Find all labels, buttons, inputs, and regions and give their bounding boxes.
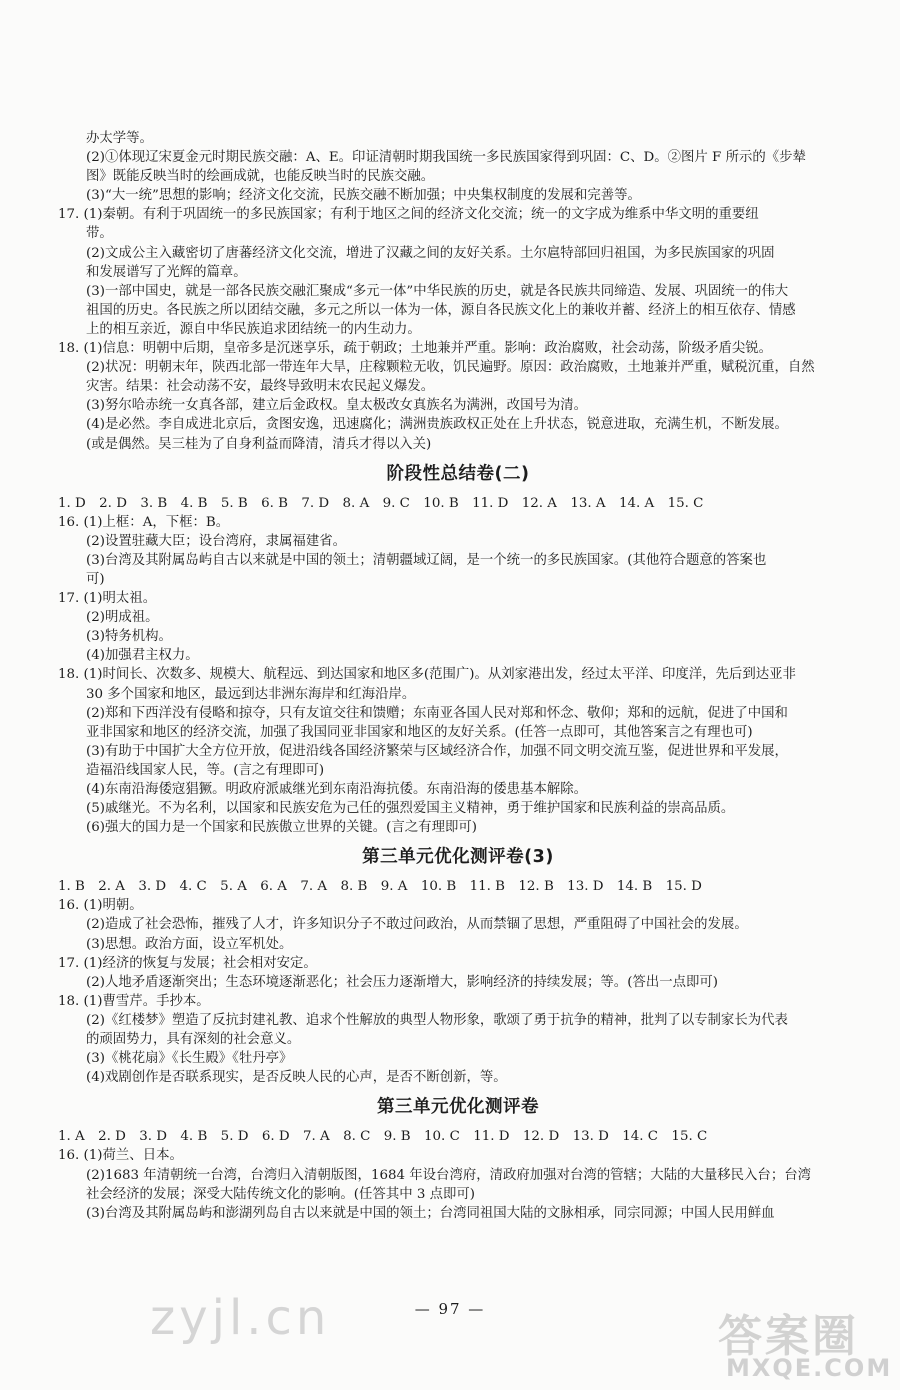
answer-line: 办太学等。: [86, 131, 153, 146]
section-title: 第三单元优化测评卷(3): [362, 847, 554, 868]
answer-line: 16. (1)荷兰、日本。: [58, 1148, 183, 1164]
answer-line: (6)强大的国力是一个国家和民族傲立世界的关键。(言之有理即可): [86, 820, 477, 836]
answer-line: 的顽固势力，具有深刻的社会意义。: [86, 1032, 301, 1048]
answer-line: 18. (1)信息：明朝中后期，皇帝多是沉迷享乐，疏于朝政；土地兼并严重。影响：政治腐败，社会动荡，阶级矛盾尖锐。: [58, 341, 773, 357]
answer-line: 上的相互亲近，源自中华民族追求团结统一的内生动力。: [86, 321, 421, 337]
answer-line: 造福沿线国家人民，等。(言之有理即可): [86, 762, 325, 778]
answer-line: (2)《红楼梦》塑造了反抗封建礼教、追求个性解放的典型人物形象，歌颂了勇于抗争的精神，批判了以专制家长为代表: [86, 1012, 788, 1028]
answer-line: 18. (1)时间长、次数多、规模大、航程远、到达国家和地区多(范围广)。从刘家港出发，经过太平洋、印度洋，先后到达亚非: [58, 667, 796, 683]
answer-line: (5)戚继光。不为名利，以国家和民族安危为己任的强烈爱国主义精神，勇于维护国家和民族利益的崇高品质。: [86, 801, 735, 817]
answer-line: (3)《桃花扇》《长生殿》《牡丹亭》: [86, 1051, 293, 1067]
answer-line: 17. (1)秦朝。有利于巩固统一的多民族国家；有利于地区之间的经济文化交流；统一的文字成为维系中华文明的重要纽: [58, 207, 759, 223]
answer-line: (3)有助于中国扩大全方位开放，促进沿线各国经济繁荣与区域经济合作，加强不同文明交流互鉴，促进世界和平发展，: [86, 743, 788, 759]
section-title: 阶段性总结卷(二): [386, 463, 530, 484]
answer-line: (2)①体现辽宋夏金元时期民族交融：A、E。印证清朝时期我国统一多民族国家得到巩固：C、D。②图片 F 所示的《步辇: [86, 150, 806, 166]
answer-line: 1. A 2. D 3. D 4. B 5. D 6. D 7. A 8. C 9. B 10. C 11. D 12. D 13. D 14. C 15. C: [58, 1129, 708, 1145]
answer-line: (2)明成祖。: [86, 610, 159, 626]
watermark-brand-text: 答案圈: [718, 1311, 859, 1362]
answer-line: (3)特务机构。: [86, 629, 172, 645]
answer-line: (2)设置驻藏大臣；设台湾府，隶属福建省。: [86, 533, 346, 549]
answer-line: (2)人地矛盾逐渐突出；生态环境逐渐恶化；社会压力逐渐增大，影响经济的持续发展；等。(答出一点即可): [86, 974, 718, 990]
answer-line: (4)加强君主权力。: [86, 648, 199, 664]
answer-line: (3)“大一统”思想的影响；经济文化交流，民族交融不断加强；中央集权制度的发展和完善等。: [86, 188, 641, 204]
watermark-site-text: MXQE.COM: [726, 1354, 893, 1382]
answer-line: (2)文成公主入藏密切了唐蕃经济文化交流，增进了汉藏之间的友好关系。土尔扈特部回归祖国，为多民族国家的巩固: [86, 245, 775, 261]
answer-line: 16. (1)明朝。: [58, 898, 143, 914]
answer-line: (3)台湾及其附属岛屿和澎湖列岛自古以来就是中国的领土；台湾同祖国大陆的文脉相承，同宗同源；中国人民用鲜血: [86, 1205, 775, 1221]
answer-line: (2)造成了社会恐怖，摧残了人才，许多知识分子不敢过问政治，从而禁锢了思想，严重阻碍了中国社会的发展。: [86, 917, 748, 933]
answer-line: (3)台湾及其附属岛屿自古以来就是中国的领土；清朝疆域辽阔，是一个统一的多民族国家。(其他符合题意的答案也: [86, 552, 767, 568]
answer-line: 可): [86, 571, 105, 587]
answer-line: 18. (1)曹雪芹。手抄本。: [58, 993, 210, 1009]
answer-line: (3)一部中国史，就是一部各民族交融汇聚成“多元一体”中华民族的历史，就是各民族共同缔造、发展、巩固统一的伟大: [86, 283, 789, 299]
page-number: — 97 —: [414, 1300, 486, 1318]
watermark-zyjl: zyjl.cn: [150, 1290, 331, 1346]
answer-content: [58, 129, 858, 1223]
answer-line: (3)思想。政治方面，设立军机处。: [86, 936, 293, 952]
answer-line: (2)状况：明朝末年，陕西北部一带连年大旱，庄稼颗粒无收，饥民遍野。原因：政治腐败，土地兼并严重，赋税沉重，自然: [86, 360, 815, 376]
section-title: 第三单元优化测评卷: [377, 1097, 539, 1118]
answer-line: 亚非国家和地区的经济交流，加强了我国同亚非国家和地区的友好关系。(任答一点即可，其他答案言之有理也可): [86, 724, 753, 740]
answer-line: 30 多个国家和地区，最远到达非洲东海岸和红海沿岸。: [86, 686, 416, 702]
answer-line: 社会经济的发展；深受大陆传统文化的影响。(任答其中 3 点即可): [86, 1186, 476, 1202]
answer-line: 16. (1)上框：A，下框：B。: [58, 514, 230, 530]
answer-line: (3)努尔哈赤统一女真各部，建立后金政权。皇太极改女真族名为满洲，改国号为清。: [86, 398, 588, 414]
answer-line: 17. (1)经济的恢复与发展；社会相对安定。: [58, 955, 317, 971]
answer-line: 1. B 2. A 3. D 4. C 5. A 6. A 7. A 8. B 9. A 10. B 11. B 12. B 13. D 14. B 15. D: [58, 879, 702, 895]
answer-line: 17. (1)明太祖。: [58, 591, 157, 607]
answer-line: (4)是必然。李自成进北京后，贪图安逸，迅速腐化；满洲贵族政权正处在上升状态，锐意进取，充满生机，不断发展。: [86, 417, 788, 433]
watermark-mxqe-logo: [718, 1300, 893, 1385]
answer-line: 灾害。结果：社会动荡不安，最终导致明末农民起义爆发。: [86, 379, 435, 395]
answer-line: 祖国的历史。各民族之所以团结交融，多元之所以一体为一体，源自各民族文化上的兼收并蓄、经济上的相互依存、情感: [86, 302, 796, 318]
answer-line: (2)1683 年清朝统一台湾，台湾归入清朝版图，1684 年设台湾府，清政府加强对台湾的管辖；大陆的大量移民入台；台湾: [86, 1167, 811, 1183]
answer-line: 图》既能反映当时的绘画成就，也能反映当时的民族交融。: [86, 169, 435, 185]
answer-line: 带。: [86, 226, 113, 242]
answer-line: (2)郑和下西洋没有侵略和掠夺，只有友谊交往和馈赠；东南亚各国人民对郑和怀念、敬仰；郑和的远航，促进了中国和: [86, 705, 788, 721]
answer-line: (4)戏剧创作是否联系现实，是否反映人民的心声，是否不断创新，等。: [86, 1070, 507, 1086]
answer-line: 和发展谱写了光辉的篇章。: [86, 264, 247, 280]
answer-line: (4)东南沿海倭寇猖獗。明政府派戚继光到东南沿海抗倭。东南沿海的倭患基本解除。: [86, 782, 588, 797]
answer-line: 1. D 2. D 3. B 4. B 5. B 6. B 7. D 8. A 9. C 10. B 11. D 12. A 13. A 14. A 15. C: [58, 495, 704, 511]
answer-line: (或是偶然。吴三桂为了自身利益而降清，清兵才得以入关): [86, 436, 432, 452]
